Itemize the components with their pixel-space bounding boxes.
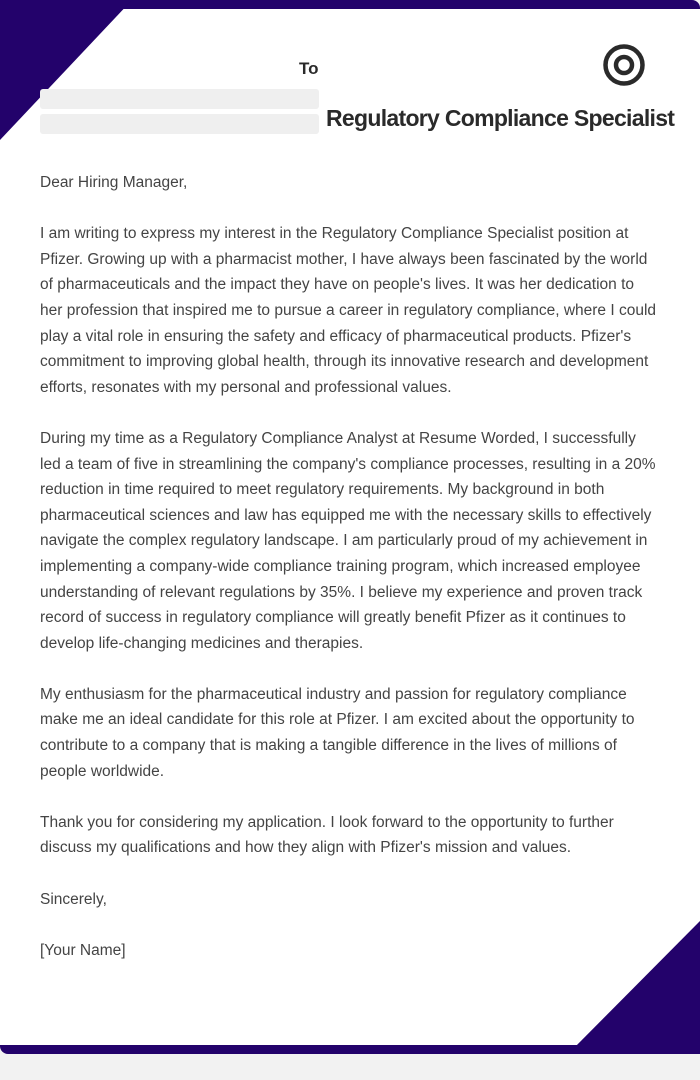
letter-signature: [Your Name] (40, 941, 126, 959)
recipient-name-placeholder (40, 89, 319, 109)
letter-closing: Sincerely, (40, 890, 107, 908)
job-title: Regulatory Compliance Specialist (326, 105, 675, 131)
target-icon (602, 43, 646, 87)
letter-paragraph: My enthusiasm for the pharmaceutical industry and passion for regulatory compliance make me an ideal candidate for this role at Pfizer. I am excited about the opportunity to contribute to a company that is making a tangible difference in the lives of millions of people worldwide. (40, 685, 635, 780)
recipient-address-placeholder (40, 114, 319, 134)
letter-paragraph: During my time as a Regulatory Compliance Analyst at Resume Worded, I successfully led a team of five in streamlining the company's compliance processes, resulting in a 20% reduction in time required to meet regulatory requirements. My background in both pharmaceutical sciences and law has equipped me with the necessary skills to effectively navigate the complex regulatory landscape. I am particularly proud of my achievement in implementing a company-wide compliance training program, which increased employee understanding of relevant regulations by 35%. I believe my experience and proven track record of success in regulatory compliance will greatly benefit Pfizer as it continues to develop life-changing medicines and therapies. (40, 429, 656, 652)
letter-paragraph: I am writing to express my interest in the Regulatory Compliance Specialist position at Pfizer. Growing up with a pharmacist mother, I have always been fascinated by the world of pharmaceuticals and the impact they have on people's lives. It was her dedication to her profession that inspired me to pursue a career in regulatory compliance, where I could play a vital role in ensuring the safety and efficacy of pharmaceutical products. Pfizer's commitment to improving global health, through its innovative research and development efforts, resonates with my personal and professional values. (40, 225, 657, 396)
letter-greeting: Dear Hiring Manager, (40, 174, 188, 191)
letter-paragraph: Thank you for considering my application. I look forward to the opportunity to further discuss my qualifications and how they align with Pfizer's mission and values. (40, 813, 614, 857)
letter-body (40, 170, 660, 963)
recipient-to-label: To (299, 59, 319, 78)
